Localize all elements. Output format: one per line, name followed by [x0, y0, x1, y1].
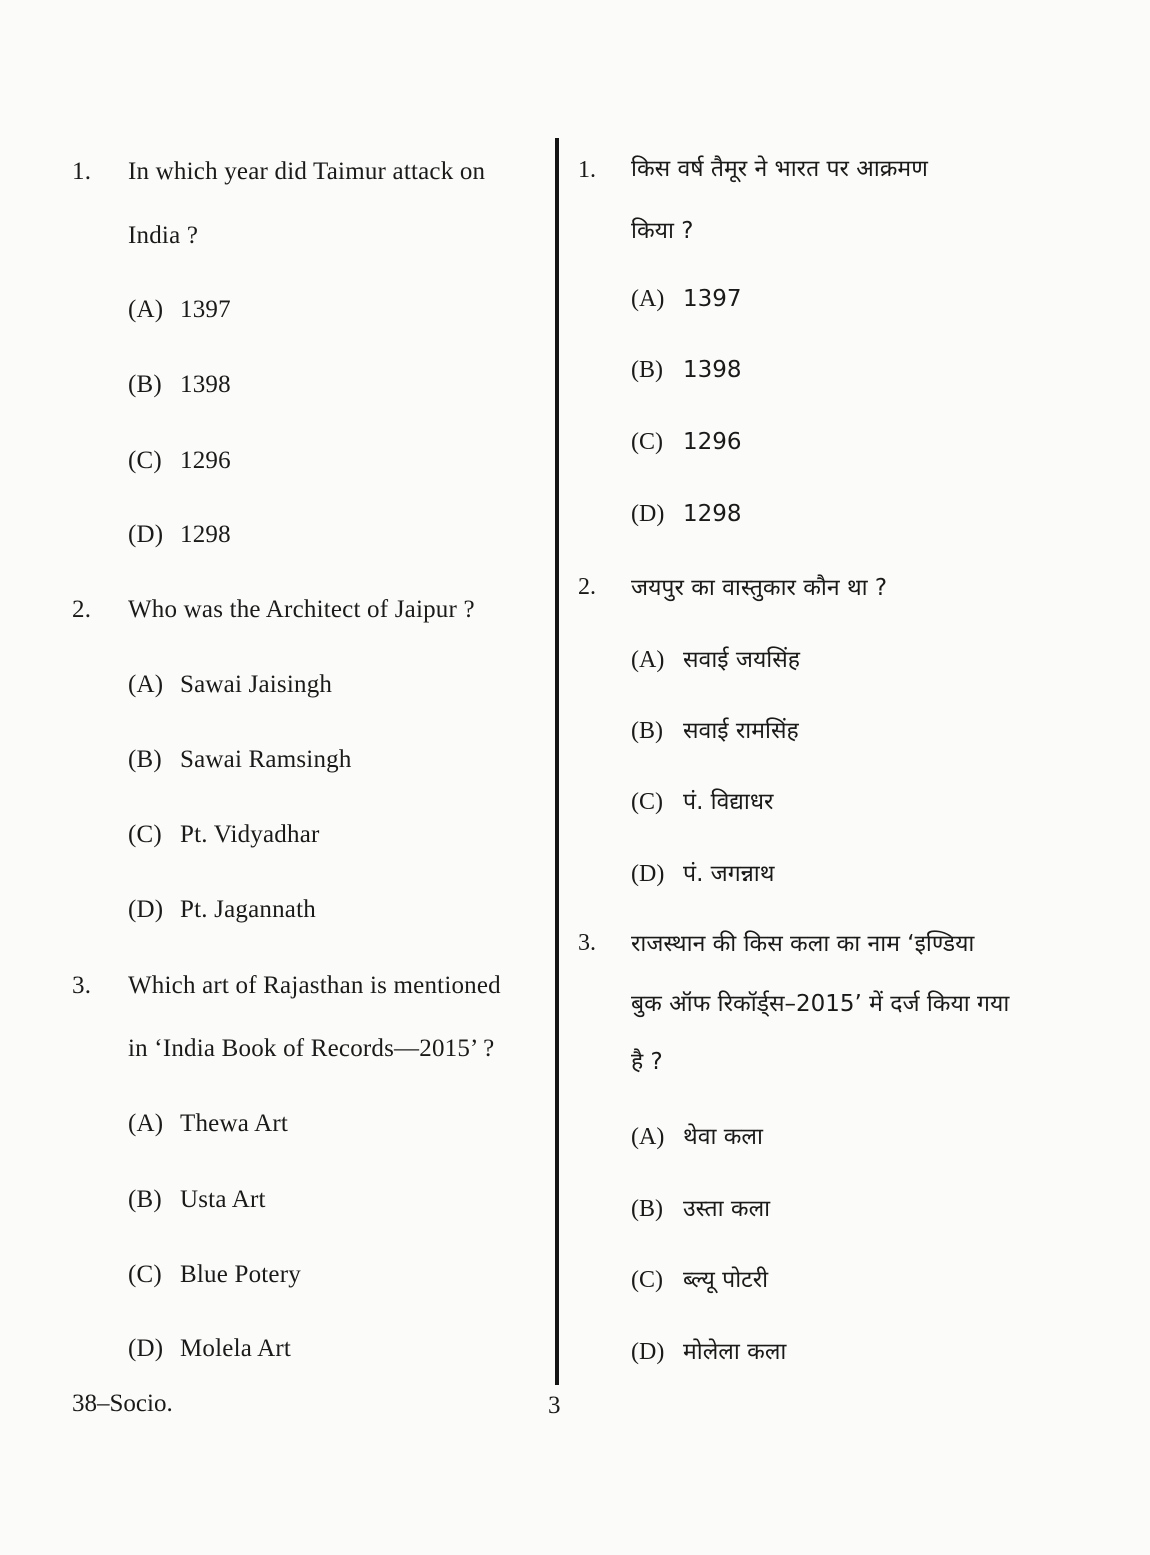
option-text: 1298 [180, 521, 231, 548]
option-text: पं. विद्याधर [683, 789, 774, 815]
option-text: ब्ल्यू पोटरी [683, 1267, 769, 1293]
option-d[interactable] [128, 521, 231, 549]
question-text: राजस्थान की किस कला का नाम ‘इण्डिया [631, 931, 975, 957]
option-text: पं. जगन्नाथ [683, 861, 775, 887]
option-a[interactable] [631, 1119, 763, 1151]
option-text: मोलेला कला [683, 1339, 787, 1365]
option-text: Usta Art [180, 1186, 266, 1213]
option-label: (D) [631, 501, 665, 527]
option-text: Thewa Art [180, 1110, 289, 1137]
option-text: Blue Potery [180, 1261, 301, 1288]
question-text: बुक ऑफ रिकॉर्ड्स–2015’ में दर्ज किया गया [631, 991, 1010, 1017]
option-label: (A) [631, 286, 665, 312]
option-text: Pt. Jagannath [180, 896, 316, 923]
question-number: 1. [578, 157, 596, 183]
question-text: जयपुर का वास्तुकार कौन था ? [631, 575, 888, 601]
option-c[interactable] [128, 447, 231, 475]
option-label: (C) [128, 821, 162, 848]
option-c[interactable] [631, 429, 742, 456]
option-a[interactable] [631, 286, 742, 313]
option-label: (A) [631, 647, 665, 673]
option-text: सवाई जयसिंह [683, 647, 801, 673]
question-text: India ? [128, 222, 199, 249]
question-text: Which art of Rajasthan is mentioned [128, 972, 501, 999]
option-text: 1296 [180, 447, 231, 474]
option-label: (A) [128, 296, 164, 323]
question-text: किस वर्ष तैमूर ने भारत पर आक्रमण [631, 156, 928, 182]
option-c[interactable] [128, 821, 320, 849]
page-number: 3 [548, 1392, 561, 1419]
option-label: (C) [631, 429, 663, 455]
option-d[interactable] [128, 1335, 291, 1363]
option-label: (C) [128, 1261, 162, 1288]
option-d[interactable] [631, 1334, 786, 1366]
option-text: 1397 [180, 296, 231, 323]
option-label: (B) [128, 1186, 162, 1213]
option-label: (D) [128, 521, 164, 548]
option-label: (A) [128, 671, 164, 698]
option-label: (D) [128, 896, 164, 923]
option-c[interactable] [631, 784, 773, 816]
column-divider [555, 138, 559, 1385]
option-text: उस्ता कला [683, 1196, 771, 1222]
option-d[interactable] [128, 896, 316, 924]
question-number: 2. [578, 574, 596, 600]
question-number: 2. [72, 596, 92, 623]
option-label: (D) [128, 1335, 164, 1362]
question-text: In which year did Taimur attack on [128, 158, 486, 185]
option-text: Sawai Ramsingh [180, 746, 352, 773]
booklet-code: 38–Socio. [72, 1390, 173, 1417]
option-label: (C) [631, 1267, 663, 1293]
option-label: (B) [631, 357, 663, 383]
option-d[interactable] [631, 501, 742, 528]
option-a[interactable] [631, 642, 800, 674]
question-text: किया ? [631, 218, 694, 244]
option-c[interactable] [128, 1261, 301, 1289]
option-label: (C) [128, 447, 162, 474]
option-label: (B) [128, 371, 162, 398]
question-text: है ? [631, 1049, 663, 1075]
option-a[interactable] [128, 1110, 288, 1138]
option-text: Sawai Jaisingh [180, 671, 333, 698]
option-label: (A) [128, 1110, 164, 1137]
option-b[interactable] [128, 746, 352, 774]
option-a[interactable] [128, 296, 231, 324]
option-text: थेवा कला [683, 1124, 763, 1150]
option-label: (A) [631, 1124, 665, 1150]
option-text: 1296 [683, 429, 742, 455]
option-a[interactable] [128, 671, 332, 699]
question-number: 3. [72, 972, 92, 999]
option-label: (B) [631, 718, 663, 744]
option-text: 1398 [180, 371, 231, 398]
option-text: सवाई रामसिंह [683, 718, 799, 744]
question-number: 1. [72, 158, 92, 185]
option-text: 1298 [683, 501, 742, 527]
option-b[interactable] [128, 371, 231, 399]
option-text: 1397 [683, 286, 742, 312]
option-b[interactable] [631, 713, 799, 745]
option-b[interactable] [631, 357, 742, 384]
option-b[interactable] [128, 1186, 266, 1214]
option-b[interactable] [631, 1191, 770, 1223]
option-text: 1398 [683, 357, 742, 383]
option-c[interactable] [631, 1262, 768, 1294]
option-label: (B) [128, 746, 162, 773]
option-text: Pt. Vidyadhar [180, 821, 320, 848]
question-text: in ‘India Book of Records—2015’ ? [128, 1035, 495, 1062]
option-label: (C) [631, 789, 663, 815]
option-label: (D) [631, 1339, 665, 1365]
option-label: (B) [631, 1196, 663, 1222]
question-number: 3. [578, 930, 596, 956]
option-text: Molela Art [180, 1335, 292, 1362]
option-label: (D) [631, 861, 665, 887]
question-text: Who was the Architect of Jaipur ? [128, 596, 475, 623]
option-d[interactable] [631, 856, 774, 888]
